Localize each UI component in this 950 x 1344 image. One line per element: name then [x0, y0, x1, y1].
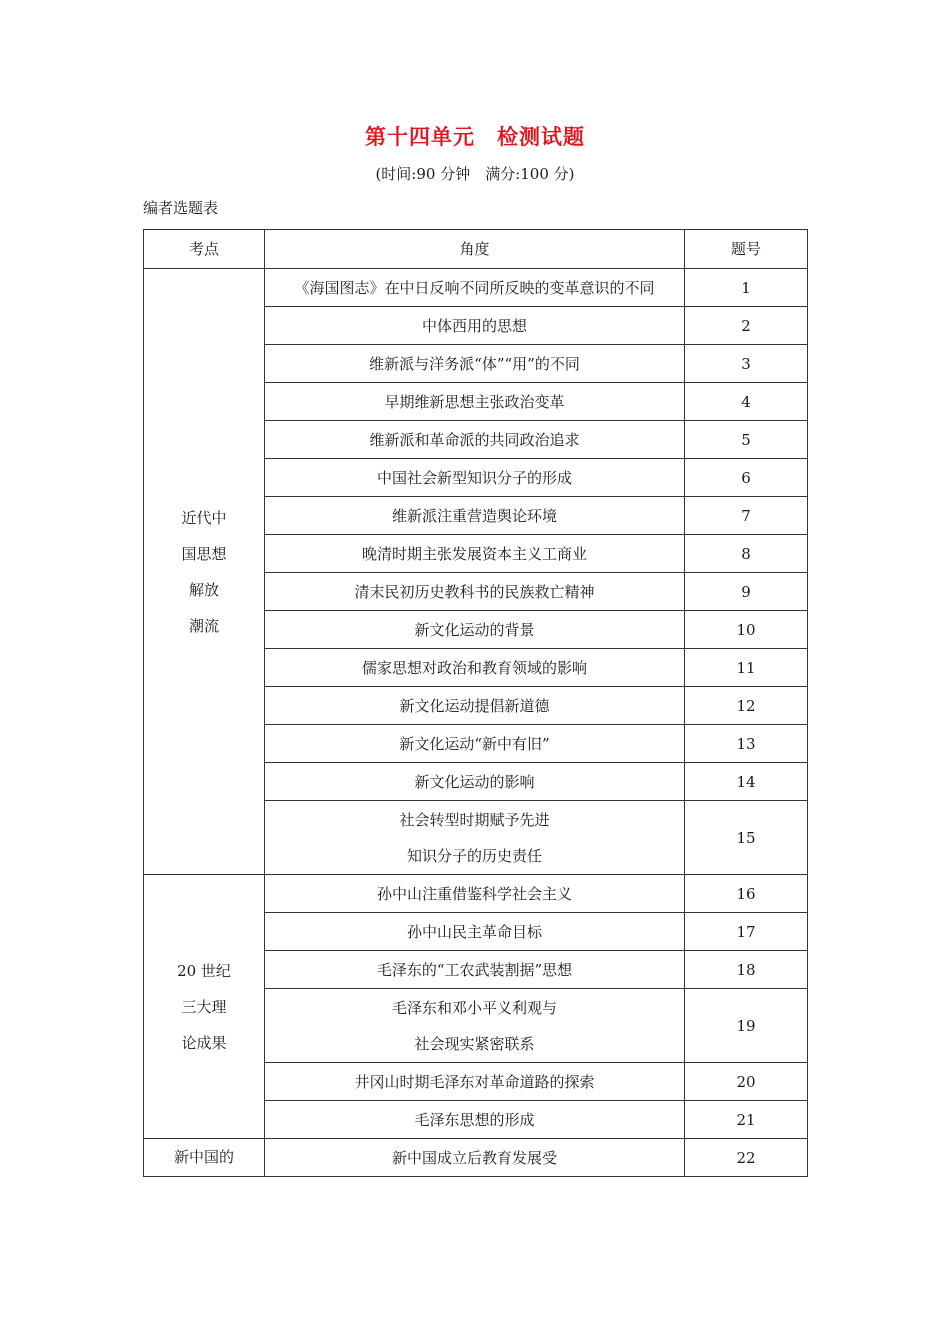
- question-selection-table: [143, 229, 808, 1177]
- angle-line: 中国社会新型知识分子的形成: [376, 468, 572, 487]
- angle-line: 新文化运动的影响: [414, 772, 535, 791]
- question-number-cell: 3: [685, 345, 808, 383]
- angle-line: 晚清时期主张发展资本主义工商业: [361, 544, 587, 563]
- angle-line: 新文化运动的背景: [414, 620, 535, 639]
- table-row: [144, 875, 808, 913]
- table-caption: 编者选题表: [143, 199, 219, 217]
- topic-line: 解放: [188, 580, 219, 599]
- question-number-cell: 18: [685, 951, 808, 989]
- angle-line: 中体西用的思想: [421, 316, 527, 335]
- topic-cell: [144, 875, 265, 1139]
- angle-line: 清末民初历史教科书的民族救亡精神: [354, 582, 595, 601]
- table-row: [144, 269, 808, 307]
- header-topic: 考点: [144, 230, 265, 269]
- question-number-cell: 2: [685, 307, 808, 345]
- angle-line: 新中国成立后教育发展受: [391, 1148, 557, 1167]
- angle-cell: [265, 725, 685, 763]
- angle-line: 儒家思想对政治和教育领域的影响: [361, 658, 587, 677]
- angle-cell: [265, 611, 685, 649]
- question-number-cell: 10: [685, 611, 808, 649]
- question-number-cell: 9: [685, 573, 808, 611]
- angle-line: 社会现实紧密联系: [414, 1034, 535, 1053]
- angle-cell: [265, 573, 685, 611]
- question-number-cell: 4: [685, 383, 808, 421]
- angle-line: 维新派与洋务派“体”“用”的不同: [369, 354, 580, 373]
- angle-cell: [265, 1063, 685, 1101]
- topic-line: 近代中: [181, 508, 227, 527]
- question-number-cell: 12: [685, 687, 808, 725]
- angle-line: 新文化运动提倡新道德: [399, 696, 550, 715]
- angle-cell: [265, 421, 685, 459]
- question-number-cell: 5: [685, 421, 808, 459]
- question-number-cell: 20: [685, 1063, 808, 1101]
- exam-info: (时间:90 分钟 满分:100 分): [375, 165, 575, 183]
- header-number: 题号: [685, 230, 808, 269]
- question-number-cell: 17: [685, 913, 808, 951]
- angle-cell: [265, 497, 685, 535]
- question-number-cell: 19: [685, 989, 808, 1063]
- angle-line: 井冈山时期毛泽东对革命道路的探索: [354, 1072, 595, 1091]
- header-row: [144, 230, 808, 269]
- topic-line: 论成果: [181, 1033, 227, 1052]
- topic-line: 20 世纪: [177, 961, 231, 980]
- angle-cell: [265, 989, 685, 1063]
- angle-line: 早期维新思想主张政治变革: [384, 392, 565, 411]
- angle-cell: [265, 801, 685, 875]
- angle-cell: [265, 269, 685, 307]
- angle-cell: [265, 913, 685, 951]
- angle-line: 孙中山注重借鉴科学社会主义: [376, 884, 572, 903]
- angle-cell: [265, 459, 685, 497]
- question-number-cell: 13: [685, 725, 808, 763]
- topic-line: 三大理: [181, 997, 227, 1016]
- question-number-cell: 7: [685, 497, 808, 535]
- angle-cell: [265, 1139, 685, 1177]
- topic-line: 国思想: [181, 544, 227, 563]
- angle-cell: [265, 687, 685, 725]
- angle-line: 毛泽东的“工农武装割据”思想: [376, 960, 573, 979]
- topic-cell: [144, 269, 265, 875]
- angle-line: 知识分子的历史责任: [406, 846, 542, 865]
- angle-line: 社会转型时期赋予先进: [399, 810, 550, 829]
- topic-line: 潮流: [188, 616, 219, 635]
- angle-line: 毛泽东思想的形成: [414, 1110, 535, 1129]
- angle-line: 孙中山民主革命目标: [406, 922, 542, 941]
- question-number-cell: 21: [685, 1101, 808, 1139]
- question-number-cell: 15: [685, 801, 808, 875]
- angle-cell: [265, 1101, 685, 1139]
- question-number-cell: 16: [685, 875, 808, 913]
- question-number-cell: 14: [685, 763, 808, 801]
- angle-cell: [265, 345, 685, 383]
- angle-cell: [265, 535, 685, 573]
- angle-cell: [265, 763, 685, 801]
- angle-cell: [265, 383, 685, 421]
- header-angle: 角度: [265, 230, 685, 269]
- table-row: [144, 1139, 808, 1177]
- topic-cell: [144, 1139, 265, 1177]
- angle-cell: [265, 951, 685, 989]
- question-number-cell: 22: [685, 1139, 808, 1177]
- angle-line: 《海国图志》在中日反响不同所反映的变革意识的不同: [294, 278, 655, 297]
- question-number-cell: 11: [685, 649, 808, 687]
- question-number-cell: 1: [685, 269, 808, 307]
- angle-line: 新文化运动“新中有旧”: [399, 734, 550, 753]
- angle-cell: [265, 307, 685, 345]
- angle-cell: [265, 875, 685, 913]
- angle-line: 维新派注重营造舆论环境: [391, 506, 557, 525]
- topic-line: 新中国的: [173, 1148, 234, 1166]
- angle-line: 维新派和革命派的共同政治追求: [369, 430, 580, 449]
- page-title: 第十四单元 检测试题: [365, 125, 585, 149]
- question-number-cell: 6: [685, 459, 808, 497]
- question-number-cell: 8: [685, 535, 808, 573]
- angle-cell: [265, 649, 685, 687]
- angle-line: 毛泽东和邓小平义利观与: [391, 998, 557, 1017]
